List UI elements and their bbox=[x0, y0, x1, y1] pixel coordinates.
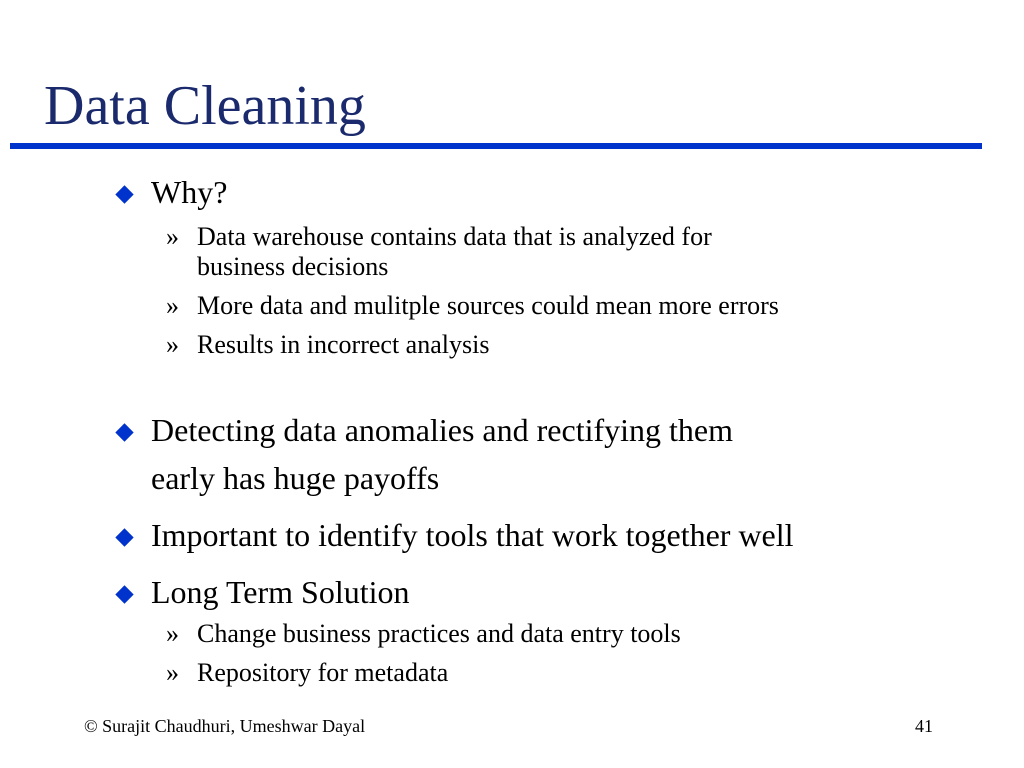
subbullet-text-line1: Data warehouse contains data that is analyzed for bbox=[197, 222, 712, 251]
footer-copyright: © Surajit Chaudhuri, Umeshwar Dayal bbox=[84, 716, 366, 736]
subbullet-text: More data and mulitple sources could mean more errors bbox=[197, 291, 779, 320]
bullet-text-line2: early has huge payoffs bbox=[151, 460, 440, 496]
subbullet-marker: » bbox=[166, 658, 179, 687]
bullet-text: Long Term Solution bbox=[151, 574, 410, 610]
bullet-text: Important to identify tools that work together well bbox=[151, 517, 794, 553]
slide-title: Data Cleaning bbox=[44, 75, 366, 137]
bullet-text: Why? bbox=[151, 174, 228, 210]
subbullet-text: Repository for metadata bbox=[197, 658, 449, 687]
subbullet-marker: » bbox=[166, 330, 179, 359]
bullet-text-line1: Detecting data anomalies and rectifying them bbox=[151, 412, 733, 448]
subbullet-text: Results in incorrect analysis bbox=[197, 330, 490, 359]
subbullet-text-line2: business decisions bbox=[197, 252, 389, 281]
footer-page-number: 41 bbox=[915, 716, 933, 736]
diamond-bullet-icon bbox=[115, 185, 133, 203]
diamond-bullet-icon bbox=[115, 528, 133, 546]
diamond-bullet-icon bbox=[115, 585, 133, 603]
diamond-bullet-icon bbox=[115, 423, 133, 441]
subbullet-marker: » bbox=[166, 619, 179, 648]
subbullet-marker: » bbox=[166, 291, 179, 320]
subbullet-marker: » bbox=[166, 222, 179, 251]
subbullet-text: Change business practices and data entry tools bbox=[197, 619, 681, 648]
